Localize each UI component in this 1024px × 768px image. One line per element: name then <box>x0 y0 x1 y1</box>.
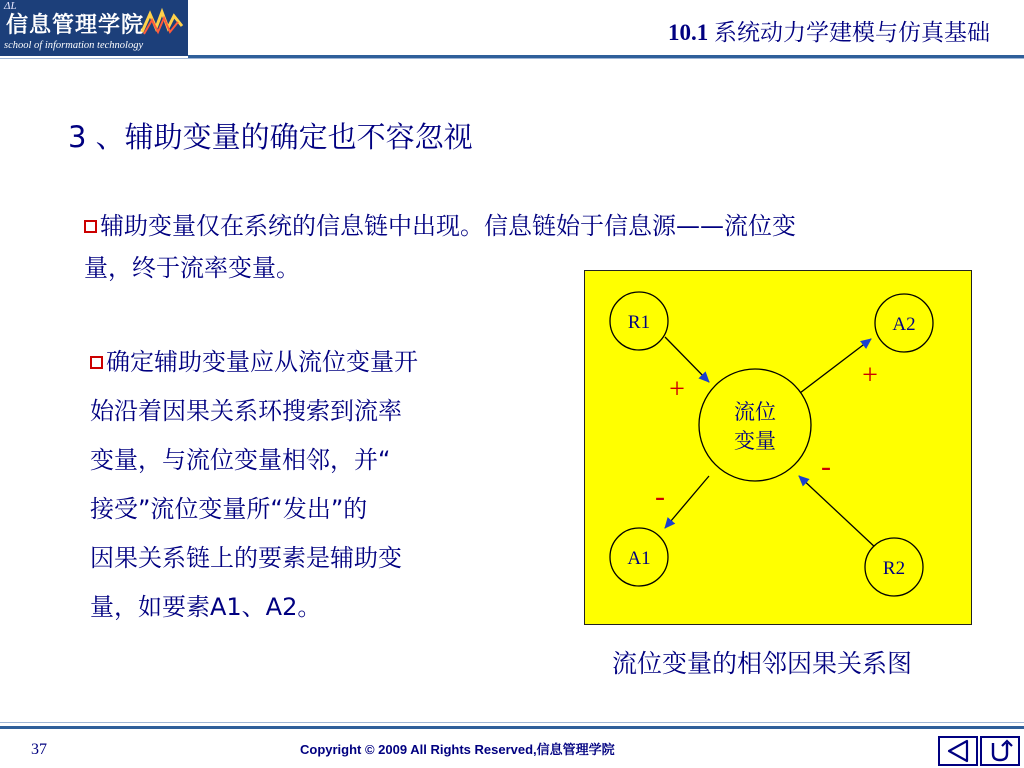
logo-mark-icon <box>140 6 184 38</box>
paragraph-2 <box>90 338 495 632</box>
header-rule-thin <box>0 58 1024 59</box>
arrow-r2-to-stock <box>799 476 877 549</box>
paragraph-1-line-1: 辅助变量仅在系统的信息链中出现。信息链始于信息源——流位变 <box>100 212 796 240</box>
arrow-stock-to-a2 <box>800 339 871 393</box>
diagram-caption: 流位变量的相邻因果关系图 <box>612 649 913 678</box>
return-arrow-icon <box>982 738 1018 764</box>
causal-diagram <box>584 270 972 625</box>
footer-rule-thin <box>0 722 1024 723</box>
polarity-a2-out: + <box>862 360 878 391</box>
stock-node-label-1: 流位 <box>734 400 776 424</box>
arrow-stock-to-a1 <box>665 476 709 528</box>
copyright-notice: Copyright © 2009 All Rights Reserved,信息管理学院 <box>300 742 615 757</box>
polarity-r2-in: - <box>821 450 831 483</box>
triangle-left-icon <box>940 738 976 764</box>
section-title: 系统动力学建模与仿真基础 <box>714 20 990 45</box>
logo-name-cn: 信息管理学院 <box>6 13 145 38</box>
logo-name-en: school of information technology <box>4 40 144 51</box>
node-a1-label: A1 <box>627 548 651 569</box>
node-r1-label: R1 <box>627 312 651 333</box>
section-number: 10.1 <box>668 20 709 45</box>
paragraph-2-line: 量，如要素A1、A2。 <box>90 593 322 621</box>
polarity-a1-out: - <box>655 480 665 513</box>
polarity-r1-in: + <box>669 374 685 405</box>
return-button[interactable] <box>980 736 1020 766</box>
node-a2-label: A2 <box>892 314 916 335</box>
stock-node-label-2: 变量 <box>734 429 776 453</box>
paragraph-2-line: 始沿着因果关系环搜索到流率 <box>90 397 402 425</box>
paragraph-2-line: 因果关系链上的要素是辅助变 <box>90 544 402 572</box>
stock-node <box>699 369 811 481</box>
square-bullet-icon <box>90 356 103 369</box>
node-r2-label: R2 <box>882 558 906 579</box>
footer-rule <box>0 726 1024 729</box>
square-bullet-icon <box>84 220 97 233</box>
section-header <box>668 14 990 47</box>
paragraph-1-line-2: 量，终于流率变量。 <box>84 254 300 282</box>
paragraph-2-line: 变量，与流位变量相邻，并“ <box>90 446 391 474</box>
logo-badge: ΔL <box>4 0 17 12</box>
school-logo <box>0 0 188 56</box>
paragraph-2-line: 确定辅助变量应从流位变量开 <box>106 348 418 376</box>
slide-heading: 3 、辅助变量的确定也不容忽视 <box>68 120 473 154</box>
paragraph-2-line: 接受”流位变量所“发出”的 <box>90 495 368 523</box>
page-number: 37 <box>31 741 47 758</box>
causal-diagram-svg <box>585 271 971 624</box>
prev-slide-button[interactable] <box>938 736 978 766</box>
